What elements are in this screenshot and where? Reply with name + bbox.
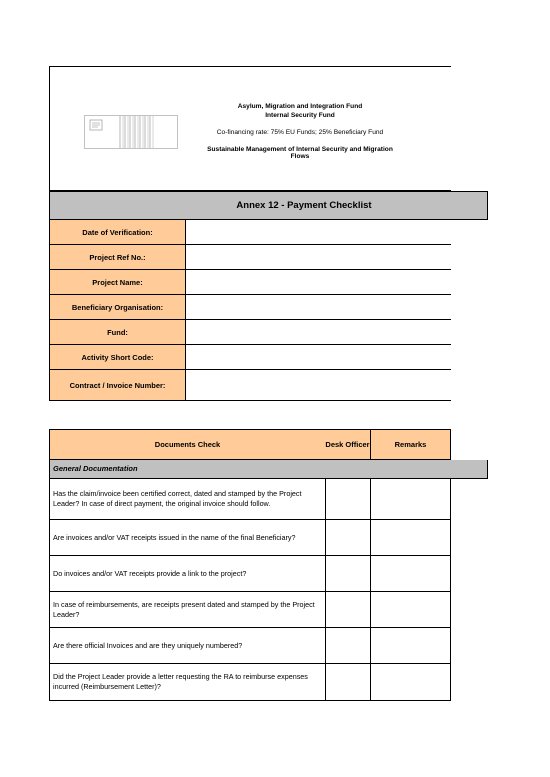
question-text: Are there official Invoices and are they uniquely numbered? — [53, 640, 243, 650]
fund-title: Asylum, Migration and Integration Fund — [237, 103, 363, 110]
remarks-cell[interactable] — [371, 592, 451, 628]
desk-officer-cell[interactable] — [325, 520, 371, 556]
field-value-project-ref[interactable] — [186, 245, 451, 270]
remarks-cell[interactable] — [371, 479, 451, 520]
field-label-project-name: Project Name: — [49, 270, 186, 295]
desk-officer-cell[interactable] — [325, 556, 371, 592]
checklist-question — [49, 479, 326, 520]
column-header-desk-officer: Desk Officer — [325, 429, 371, 460]
desk-officer-cell[interactable] — [325, 628, 371, 664]
field-label-project-ref: Project Ref No.: — [49, 245, 186, 270]
remarks-cell[interactable] — [371, 664, 451, 701]
logo-image — [84, 115, 178, 149]
field-label-activity-short-code: Activity Short Code: — [49, 345, 186, 370]
checklist-question — [49, 556, 326, 592]
question-text: Did the Project Leader provide a letter requesting the RA to reimburse expenses incurred (Reimbursement Letter)? — [53, 672, 308, 691]
section-general-documentation: General Documentation — [49, 460, 488, 479]
field-value-beneficiary-organisation[interactable] — [186, 295, 451, 320]
question-text: Has the claim/invoice been certified correct, dated and stamped by the Project Leader? In case of direct payment, the original invoice should follow. — [53, 489, 302, 508]
field-label-fund: Fund: — [49, 320, 186, 345]
field-value-activity-short-code[interactable] — [186, 345, 451, 370]
desk-officer-cell[interactable] — [325, 592, 371, 628]
field-value-project-name[interactable] — [186, 270, 451, 295]
field-value-date-of-verification[interactable] — [186, 220, 451, 245]
question-text: Do invoices and/or VAT receipts provide a link to the project? — [53, 568, 247, 578]
checklist-question — [49, 664, 326, 701]
field-value-fund[interactable] — [186, 320, 451, 345]
desk-officer-cell[interactable] — [325, 479, 371, 520]
field-label-contract-invoice-number: Contract / Invoice Number: — [49, 370, 186, 401]
column-header-documents-check: Documents Check — [49, 429, 326, 460]
remarks-cell[interactable] — [371, 520, 451, 556]
checklist-question — [49, 520, 326, 556]
field-label-beneficiary-organisation: Beneficiary Organisation: — [49, 295, 186, 320]
desk-officer-cell[interactable] — [325, 664, 371, 701]
program-title: Sustainable Management of Internal Security and Migration Flows — [207, 146, 393, 160]
checklist-question — [49, 592, 326, 628]
cofinancing-rate: Co-financing rate: 75% EU Funds; 25% Beneficiary Fund — [216, 129, 384, 136]
question-text: Are invoices and/or VAT receipts issued in the name of the final Beneficiary? — [53, 532, 296, 542]
annex-title: Annex 12 - Payment Checklist — [236, 200, 372, 211]
remarks-cell[interactable] — [371, 628, 451, 664]
field-value-contract-invoice-number[interactable] — [186, 370, 451, 401]
checklist-question — [49, 628, 326, 664]
question-text: In case of reimbursements, are receipts present dated and stamped by the Project Leader? — [53, 599, 315, 619]
fund-subtitle: Internal Security Fund — [265, 112, 335, 119]
field-label-date-of-verification: Date of Verification: — [49, 220, 186, 245]
column-header-remarks: Remarks — [371, 429, 451, 460]
remarks-cell[interactable] — [371, 556, 451, 592]
